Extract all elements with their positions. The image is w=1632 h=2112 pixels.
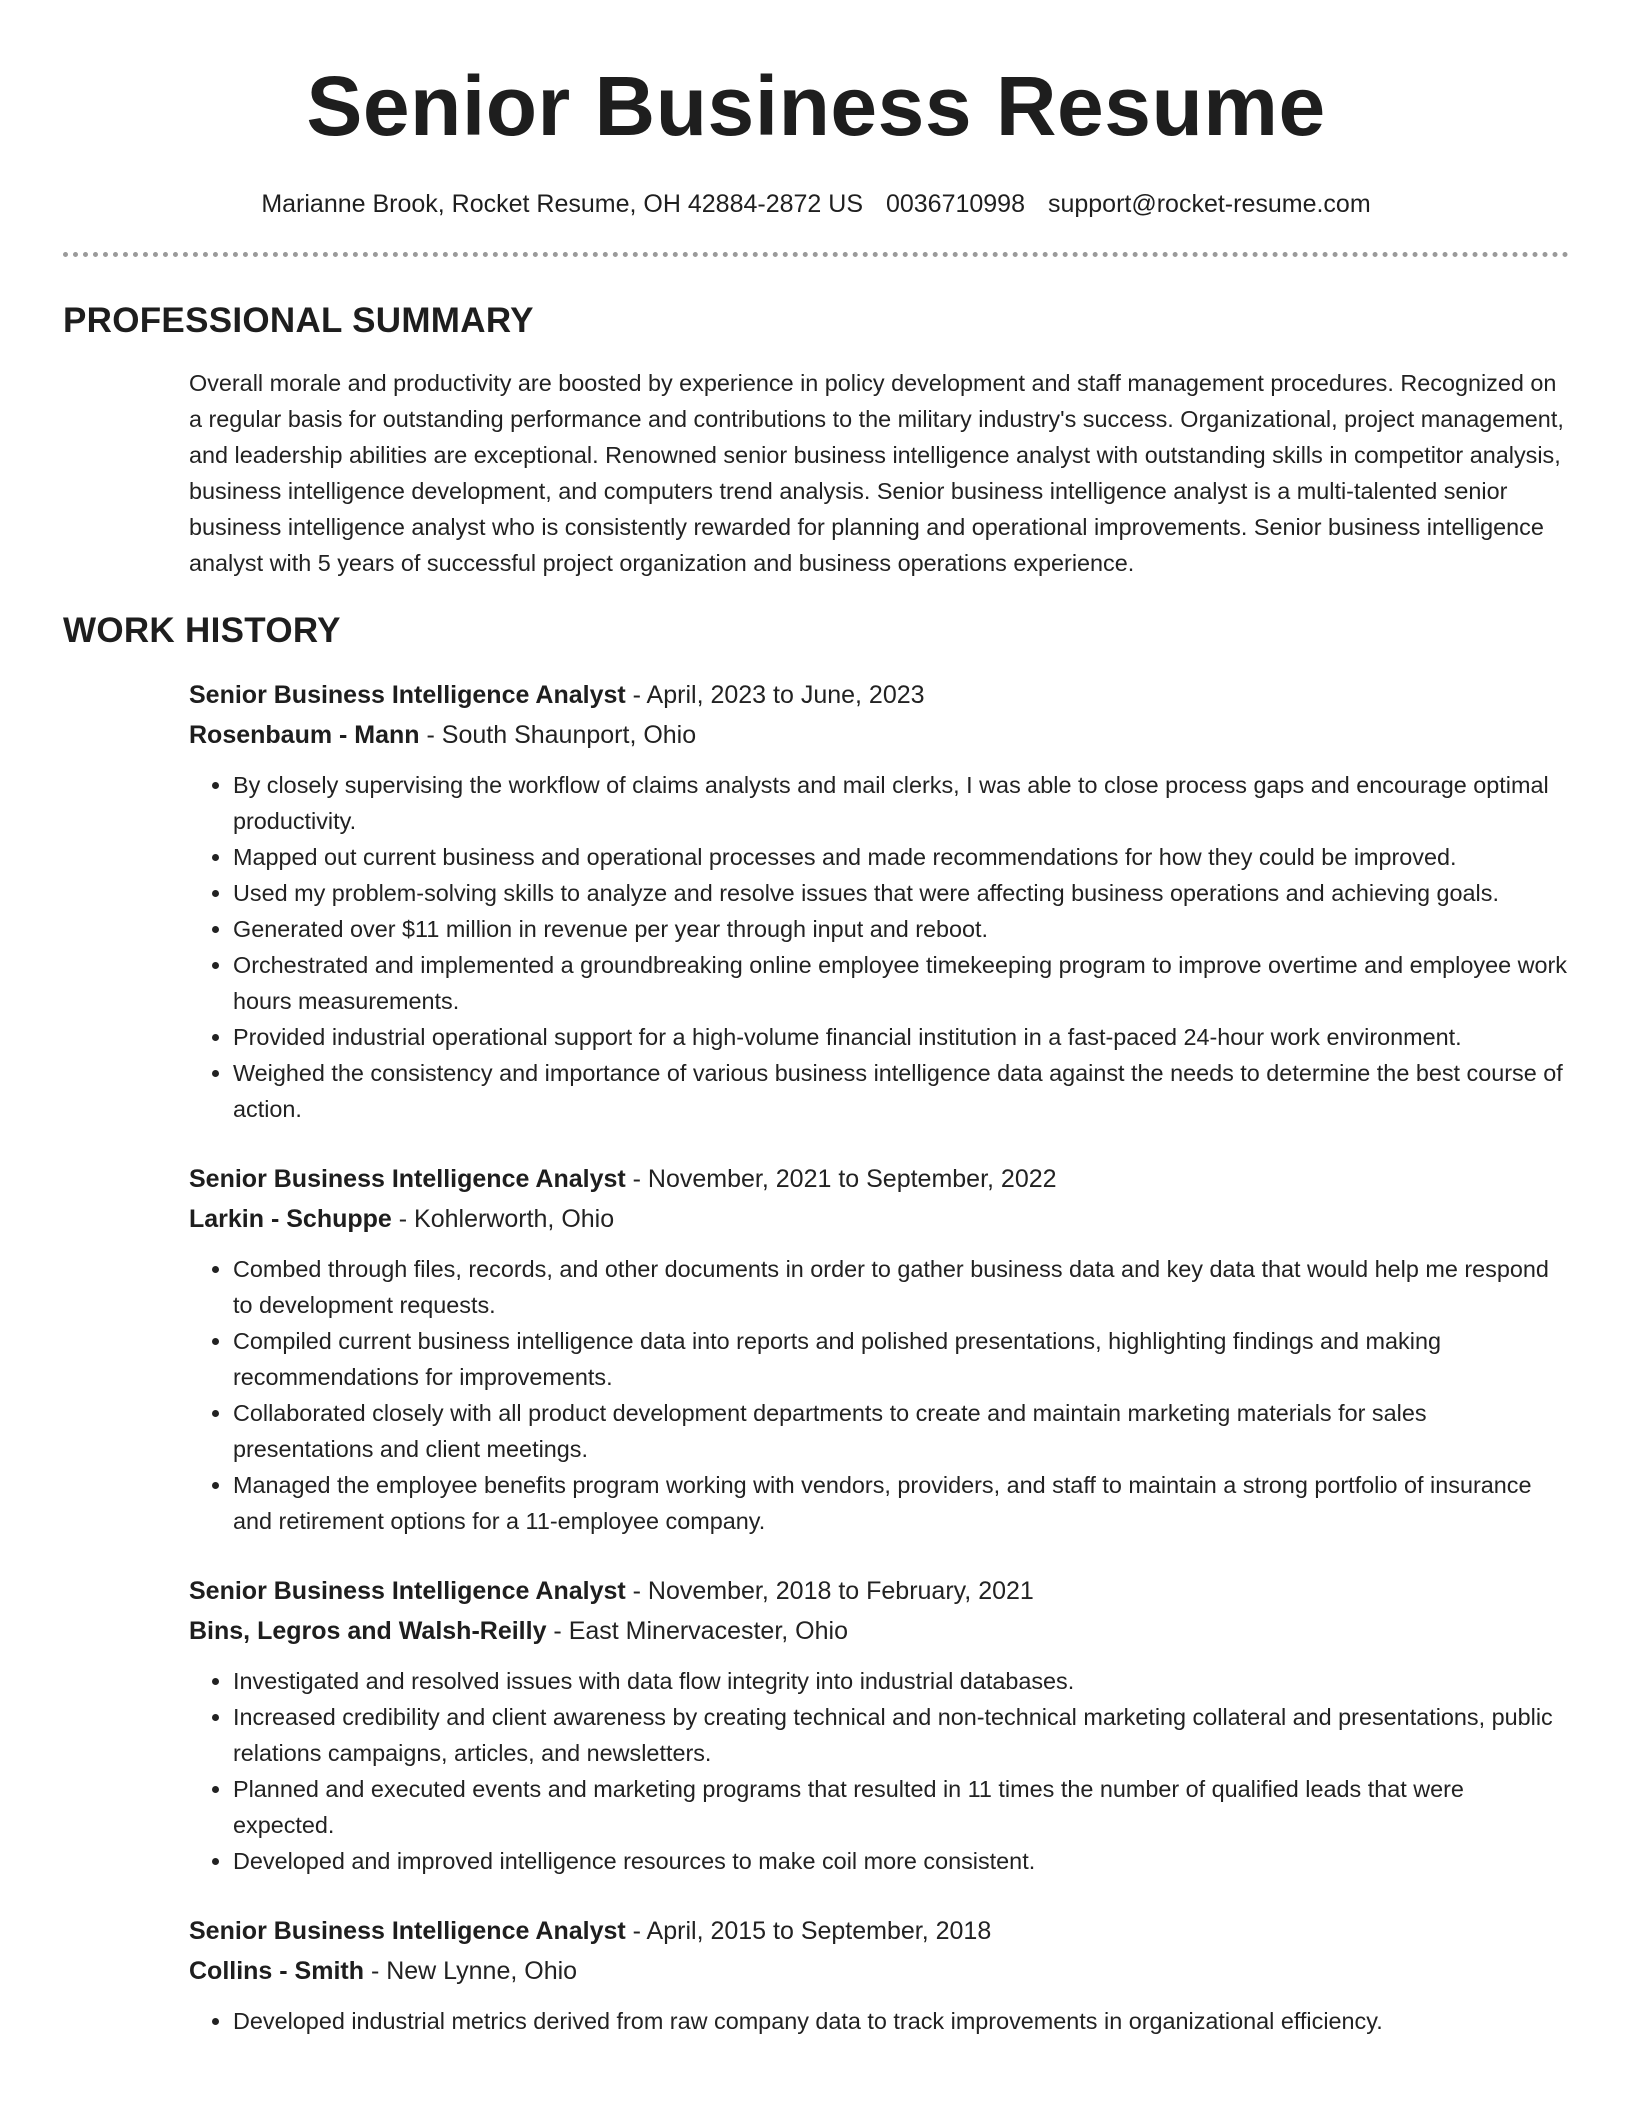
bullet-item: • Collaborated closely with all product development departments to create and maintain marketing materials for sales presentations and client meetings. xyxy=(233,1395,1569,1467)
job-title: Senior Business Intelligence Analyst xyxy=(189,1165,626,1193)
bullet-item: • Planned and executed events and marketing programs that resulted in 11 times the number of qualified leads that were expected. xyxy=(233,1771,1569,1843)
job-title: Senior Business Intelligence Analyst xyxy=(189,1577,626,1605)
job-entry xyxy=(189,675,1569,1127)
job-title-line xyxy=(189,1159,1569,1199)
job-entry xyxy=(189,1159,1569,1539)
job-entry xyxy=(189,1911,1569,2039)
bullet-item: • Increased credibility and client awareness by creating technical and non-technical marketing collateral and presentations, public relations campaigns, articles, and newsletters. xyxy=(233,1699,1569,1771)
resume-title: Senior Business Resume xyxy=(306,59,1326,153)
job-title: Senior Business Intelligence Analyst xyxy=(189,1917,626,1945)
job-company-line xyxy=(189,1951,1569,1991)
job-bullets xyxy=(189,2003,1569,2039)
job-entry xyxy=(189,1571,1569,1879)
job-company: Collins - Smith xyxy=(189,1957,364,1985)
job-company: Bins, Legros and Walsh-Reilly xyxy=(189,1617,547,1645)
summary-heading: PROFESSIONAL SUMMARY xyxy=(63,301,534,340)
bullet-item: • Combed through files, records, and other documents in order to gather business data and key data that would help me respond to development requests. xyxy=(233,1251,1569,1323)
header-divider xyxy=(63,252,1569,257)
contact-address: Marianne Brook, Rocket Resume, OH 42884-2872 US xyxy=(261,190,863,218)
job-bullets xyxy=(189,1251,1569,1539)
job-location: - East Minervacester, Ohio xyxy=(546,1617,848,1645)
bullet-item: • Used my problem-solving skills to analyze and resolve issues that were affecting business operations and achieving goals. xyxy=(233,875,1569,911)
job-title-line xyxy=(189,1571,1569,1611)
job-title-line xyxy=(189,675,1569,715)
bullet-item: • Provided industrial operational support for a high-volume financial institution in a fast-paced 24-hour work environment. xyxy=(233,1019,1569,1055)
bullet-item: • Developed industrial metrics derived from raw company data to track improvements in organizational efficiency. xyxy=(233,2003,1569,2039)
job-company-line xyxy=(189,715,1569,755)
job-company: Rosenbaum - Mann xyxy=(189,721,420,749)
job-dates: - April, 2023 to June, 2023 xyxy=(625,681,925,709)
job-company-line xyxy=(189,1199,1569,1239)
job-bullets xyxy=(189,767,1569,1127)
bullet-item: • Orchestrated and implemented a groundbreaking online employee timekeeping program to improve overtime and employee work hours measurements. xyxy=(233,947,1569,1019)
summary-text: Overall morale and productivity are boosted by experience in policy development and staff management procedures. Recognized on a regular basis for outstanding performance and contributions to the military industry's success. Organizational, project management, and leadership abilities are exceptional. Renowned senior business intelligence analyst with outstanding skills in competitor analysis, business intelligence development, and computers trend analysis. Senior business intelligence analyst is a multi-talented senior business intelligence analyst who is consistently rewarded for planning and operational improvements. Senior business intelligence analyst with 5 years of successful project organization and business operations experience. xyxy=(189,370,1564,576)
job-bullets xyxy=(189,1663,1569,1879)
bullet-item: • Investigated and resolved issues with data flow integrity into industrial databases. xyxy=(233,1663,1569,1699)
job-location: - Kohlerworth, Ohio xyxy=(391,1205,615,1233)
job-location: - New Lynne, Ohio xyxy=(364,1957,578,1985)
summary-section xyxy=(189,365,1569,581)
bullet-item: • Weighed the consistency and importance of various business intelligence data against the needs to determine the best course of action. xyxy=(233,1055,1569,1127)
job-dates: - April, 2015 to September, 2018 xyxy=(625,1917,992,1945)
bullet-item: • Mapped out current business and operational processes and made recommendations for how they could be improved. xyxy=(233,839,1569,875)
job-title: Senior Business Intelligence Analyst xyxy=(189,681,626,709)
job-company-line xyxy=(189,1611,1569,1651)
job-title-line xyxy=(189,1911,1569,1951)
job-dates: - November, 2018 to February, 2021 xyxy=(625,1577,1034,1605)
job-dates: - November, 2021 to September, 2022 xyxy=(625,1165,1057,1193)
bullet-item: • Generated over $11 million in revenue per year through input and reboot. xyxy=(233,911,1569,947)
job-company: Larkin - Schuppe xyxy=(189,1205,392,1233)
work-history-section xyxy=(189,675,1569,2039)
bullet-item: • Developed and improved intelligence resources to make coil more consistent. xyxy=(233,1843,1569,1879)
bullet-item: • By closely supervising the workflow of claims analysts and mail clerks, I was able to close process gaps and encourage optimal productivity. xyxy=(233,767,1569,839)
contact-line xyxy=(63,188,1569,220)
bullet-item: • Compiled current business intelligence data into reports and polished presentations, highlighting findings and making recommendations for improvements. xyxy=(233,1323,1569,1395)
work-history-heading: WORK HISTORY xyxy=(63,611,341,650)
bullet-item: • Managed the employee benefits program working with vendors, providers, and staff to maintain a strong portfolio of insurance and retirement options for a 11-employee company. xyxy=(233,1467,1569,1539)
contact-email: support@rocket-resume.com xyxy=(1047,190,1371,218)
contact-phone: 0036710998 xyxy=(885,190,1025,218)
job-location: - South Shaunport, Ohio xyxy=(419,721,697,749)
